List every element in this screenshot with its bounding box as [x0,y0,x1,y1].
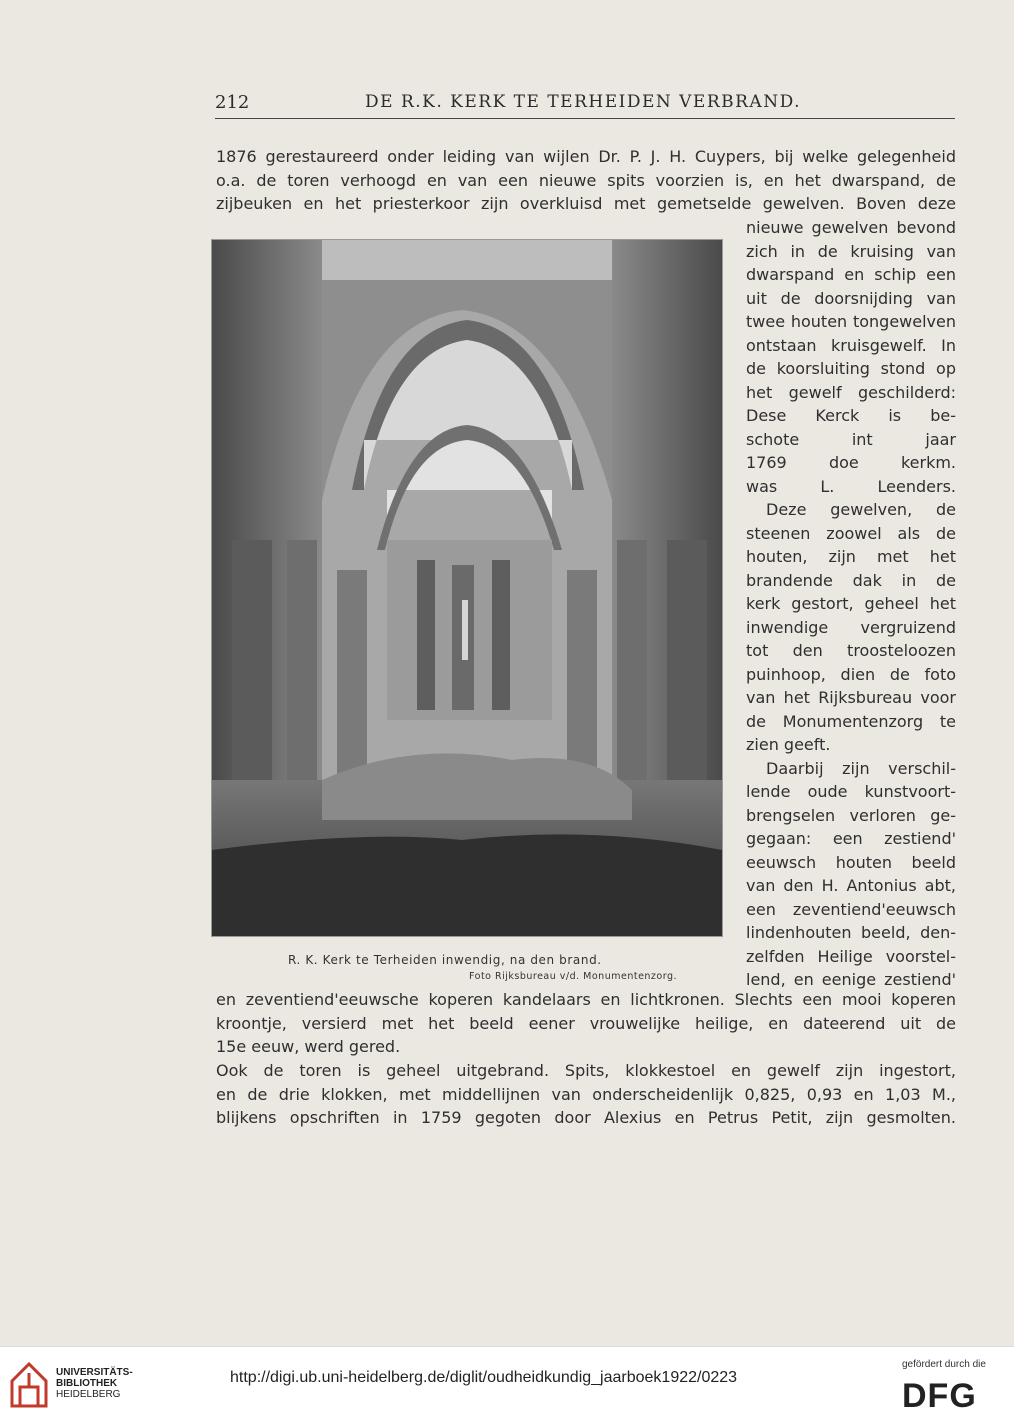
bottom-paragraph [216,988,956,1059]
document-url-link[interactable]: http://digi.ub.uni-heidelberg.de/diglit/oudheidkundig_jaarboek1922/0223 [230,1369,738,1386]
side-line: lindenhouten beeld, den- [746,923,956,942]
intro-paragraph [216,145,956,216]
running-title: DE R.K. KERK TE TERHEIDEN VERBRAND. [365,92,801,112]
side-line: schote int jaar [746,429,956,449]
bottom-line: 15e eeuw, werd gered. [216,1037,401,1056]
side-line: zien geeft. [746,735,831,754]
side-line: de koorsluiting stond op [746,359,956,378]
intro-line: 1876 gerestaureerd onder leiding van wijlen Dr. P. J. H. Cuypers, bij welke gelegenheid [216,147,956,166]
side-line: Dese Kerck is be- [746,406,956,425]
side-line: lend, en eenige zestiend' [746,970,956,989]
side-line: Deze gewelven, de [766,500,956,519]
university-library-logo-icon[interactable] [10,1361,48,1409]
side-line: lende oude kunstvoort- [746,782,956,801]
page-number: 212 [215,92,250,113]
side-line: brengselen verloren ge- [746,805,956,825]
caption-text: R. K. Kerk te Terheiden inwendig, na den brand. [288,953,602,967]
side-line: twee houten tongewelven [746,312,956,331]
side-column [746,216,956,992]
page-header [215,92,955,119]
viewer-footer [0,1346,1014,1423]
tower-paragraph [216,1059,956,1130]
side-line: zelfden Heilige voorstel- [746,946,956,966]
church-interior-photo [211,239,723,937]
side-line: uit de doorsnijding van [746,288,956,308]
side-line: van het Rijksbureau voor [746,688,956,707]
side-line: het gewelf geschilderd: [746,382,956,402]
tower-line: en de drie klokken, met middellijnen van onderscheidenlijk 0,825, 0,93 en 1,03 M., [216,1084,956,1104]
side-line: kerk gestort, geheel het [746,594,956,613]
side-line: eeuwsch houten beeld [746,852,956,872]
side-line: inwendige vergruizend [746,617,956,637]
side-line: ontstaan kruisgewelf. In [746,335,956,355]
side-line: houten, zijn met het [746,547,956,566]
side-line: tot den troosteloozen [746,641,956,660]
photo-credit: Foto Rijksbureau v/d. Monumentenzorg. [469,971,678,982]
side-line: 1769 doe kerkm. [746,453,956,472]
side-line: steenen zoowel als de [746,523,956,543]
side-line: brandende dak in de [746,570,956,590]
side-line: een zeventiend'eeuwsch [746,899,956,919]
side-line: van den H. Antonius abt, [746,876,956,895]
library-name-line: BIBLIOTHEK [56,1378,118,1389]
side-line: was L. Leenders. [746,476,956,496]
library-name-line: HEIDELBERG [56,1389,121,1400]
dfg-logo[interactable]: DFG [902,1377,977,1415]
library-name-line: UNIVERSITÄTS- [56,1367,133,1378]
side-line: puinhoop, dien de foto [746,664,956,684]
bottom-line: kroontje, versierd met het beeld eener vrouwelijke heilige, en dateerend uit de [216,1013,956,1033]
side-line: de Monumentenzorg te [746,711,956,731]
intro-line: zijbeuken en het priesterkoor zijn overkluisd met gemetselde gewelven. Boven deze [216,194,956,213]
tower-line: Ook de toren is geheel uitgebrand. Spits, klokkestoel en gewelf zijn ingestort, [216,1061,956,1080]
side-line: nieuwe gewelven bevond [746,218,956,237]
tower-line: blijkens opschriften in 1759 gegoten door Alexius en Petrus Petit, zijn gesmolten. [216,1108,956,1127]
side-line: zich in de kruising van [746,241,956,261]
side-line: gegaan: een zestiend' [746,829,956,848]
side-line: dwarspand en schip een [746,265,956,284]
library-name [56,1367,133,1400]
bottom-line: en zeventiend'eeuwsche koperen kandelaars en lichtkronen. Slechts een mooi koperen [216,990,956,1009]
side-line: Daarbij zijn verschil- [766,758,956,778]
dfg-label: gefördert durch die [902,1359,986,1370]
intro-line: o.a. de toren verhoogd en van een nieuwe spits voorzien is, en het dwarspand, de [216,170,956,190]
